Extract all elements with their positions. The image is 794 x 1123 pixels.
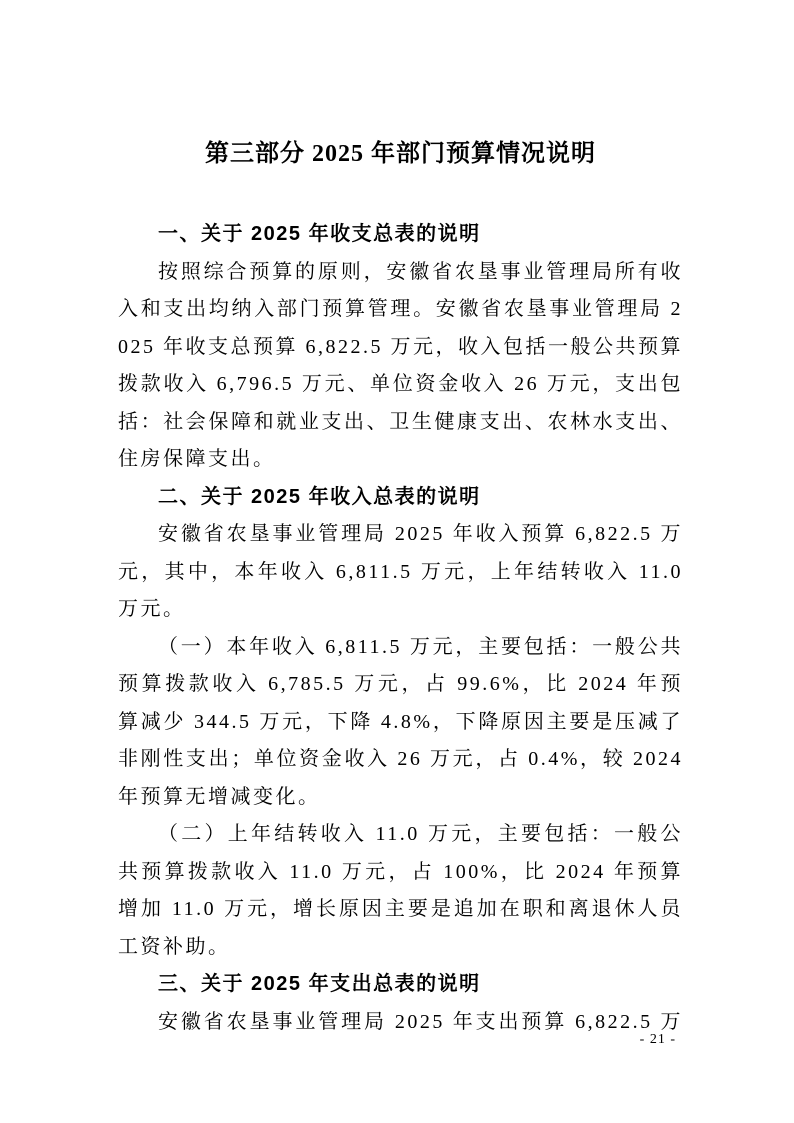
- section-heading-income-expense-summary: 一、关于 2025 年收支总表的说明: [158, 223, 481, 245]
- document-content: [118, 135, 683, 1041]
- paragraph-overall-budget: 按照综合预算的原则，安徽省农垦事业管理局所有收入和支出均纳入部门预算管理。安徽省农垦事业管理局 2025 年收支总预算 6,822.5 万元，收入包括一般公共预算拨款收入 6,796.5 万元、单位资金收入 26 万元，支出包括：社会保障和就业支出、卫生健康支出、农林水支出、住房保障支出。: [118, 260, 683, 470]
- section-heading-expenditure-summary: 三、关于 2025 年支出总表的说明: [158, 973, 481, 995]
- section-heading-income-summary: 二、关于 2025 年收入总表的说明: [158, 485, 481, 508]
- page-title: 第三部分 2025 年部门预算情况说明: [205, 141, 596, 167]
- paragraph-current-year-income: （一）本年收入 6,811.5 万元，主要包括：一般公共预算拨款收入 6,785.5 万元，占 99.6%，比 2024 年预算减少 344.5 万元，下降 4.8%，下降原因主要是压减了非刚性支出；单位资金收入 26 万元，占 0.4%，较 2024 年预算无增减变化。: [118, 635, 683, 808]
- paragraph-carryover-income: （二）上年结转收入 11.0 万元，主要包括：一般公共预算拨款收入 11.0 万元，占 100%，比 2024 年预算增加 11.0 万元，增长原因主要是追加在职和离退休人员工资补助。: [118, 823, 683, 958]
- page-number: - 21 -: [639, 1032, 676, 1047]
- paragraph-income-total: 安徽省农垦事业管理局 2025 年收入预算 6,822.5 万元，其中，本年收入 6,811.5 万元，上年结转收入 11.0 万元。: [118, 523, 683, 620]
- paragraph-expenditure-total-partial: 安徽省农垦事业管理局 2025 年支出预算 6,822.5 万: [158, 1010, 683, 1033]
